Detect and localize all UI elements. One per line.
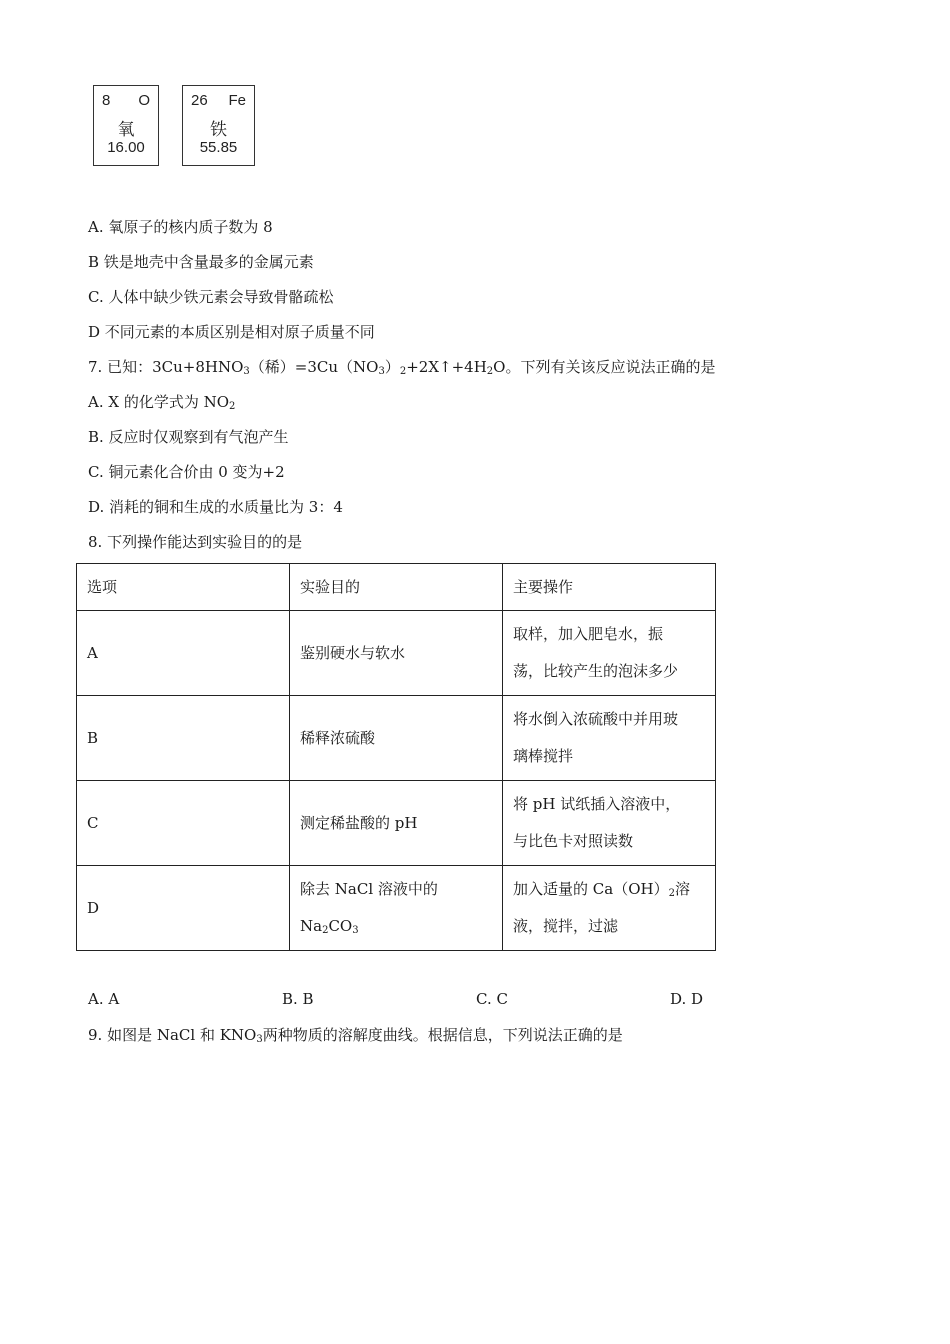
q6-option-d: D 不同元素的本质区别是相对原子质量不同 [88,323,375,341]
element-name: 氧 [117,120,135,139]
row-purpose: 除去 NaCl 溶液中的 $Na_2CO_3$ [290,866,503,951]
header-operation: 主要操作 [503,564,716,611]
element-cell-iron [182,85,255,166]
q7-option-c: C. 铜元素化合价由 0 变为+2 [88,463,285,481]
table-row [77,696,716,781]
atomic-number: 26 [191,92,208,109]
row-operation: 将水倒入浓硫酸中并用玻 璃棒搅拌 [503,696,716,781]
element-symbol: Fe [228,92,246,109]
row-option: D [77,866,290,951]
row-purpose: 鉴别硬水与软水 [290,611,503,696]
header-purpose: 实验目的 [290,564,503,611]
row-operation: 取样，加入肥皂水，振 荡，比较产生的泡沫多少 [503,611,716,696]
table-row [77,866,716,951]
q7-option-d: D. 消耗的铜和生成的水质量比为 3：4 [88,498,343,516]
q8-stem: 8. 下列操作能达到实验目的的是 [88,533,303,551]
q7-option-b: B. 反应时仅观察到有气泡产生 [88,428,289,446]
atomic-mass: 55.85 [199,139,238,156]
answer-c: C. C [476,990,508,1008]
q7-option-a: A. X 的化学式为 $NO_2$ [88,393,236,412]
element-name: 铁 [210,120,227,139]
q8-answer-options [0,989,950,1009]
q7-stem: 7. 已知：$3Cu+8HNO_3$（稀）$=3Cu(NO_3)_2+2X↑+4H_2O$。下列有关该反应说法正确的是 [88,358,716,377]
q6-option-a: A. 氧原子的核内质子数为 8 [88,218,273,236]
experiment-table [76,563,716,951]
table-row [77,611,716,696]
answer-d: D. D [670,990,704,1008]
table-row [77,781,716,866]
table-header-row [77,564,716,611]
row-option: C [77,781,290,866]
atomic-mass: 16.00 [107,139,145,156]
row-purpose: 稀释浓硫酸 [290,696,503,781]
element-cell-oxygen [93,85,159,166]
row-operation: 将 pH 试纸插入溶液中， 与比色卡对照读数 [503,781,716,866]
answer-b: B. B [282,990,314,1008]
row-purpose: 测定稀盐酸的 pH [290,781,503,866]
q6-option-c: C. 人体中缺少铁元素会导致骨骼疏松 [88,288,334,306]
q6-option-b: B 铁是地壳中含量最多的金属元素 [88,253,314,271]
row-operation: 加入适量的 $Ca(OH)_2$溶 液，搅拌，过滤 [503,866,716,951]
q9-stem: 9. 如图是 NaCl 和 $KNO_3$两种物质的溶解度曲线。根据信息，下列说法正确的是 [88,1026,623,1045]
row-option: B [77,696,290,781]
atomic-number: 8 [102,92,111,109]
element-symbol: O [138,92,150,109]
answer-a: A. A [88,990,120,1008]
row-option: A [77,611,290,696]
header-option: 选项 [77,564,290,611]
